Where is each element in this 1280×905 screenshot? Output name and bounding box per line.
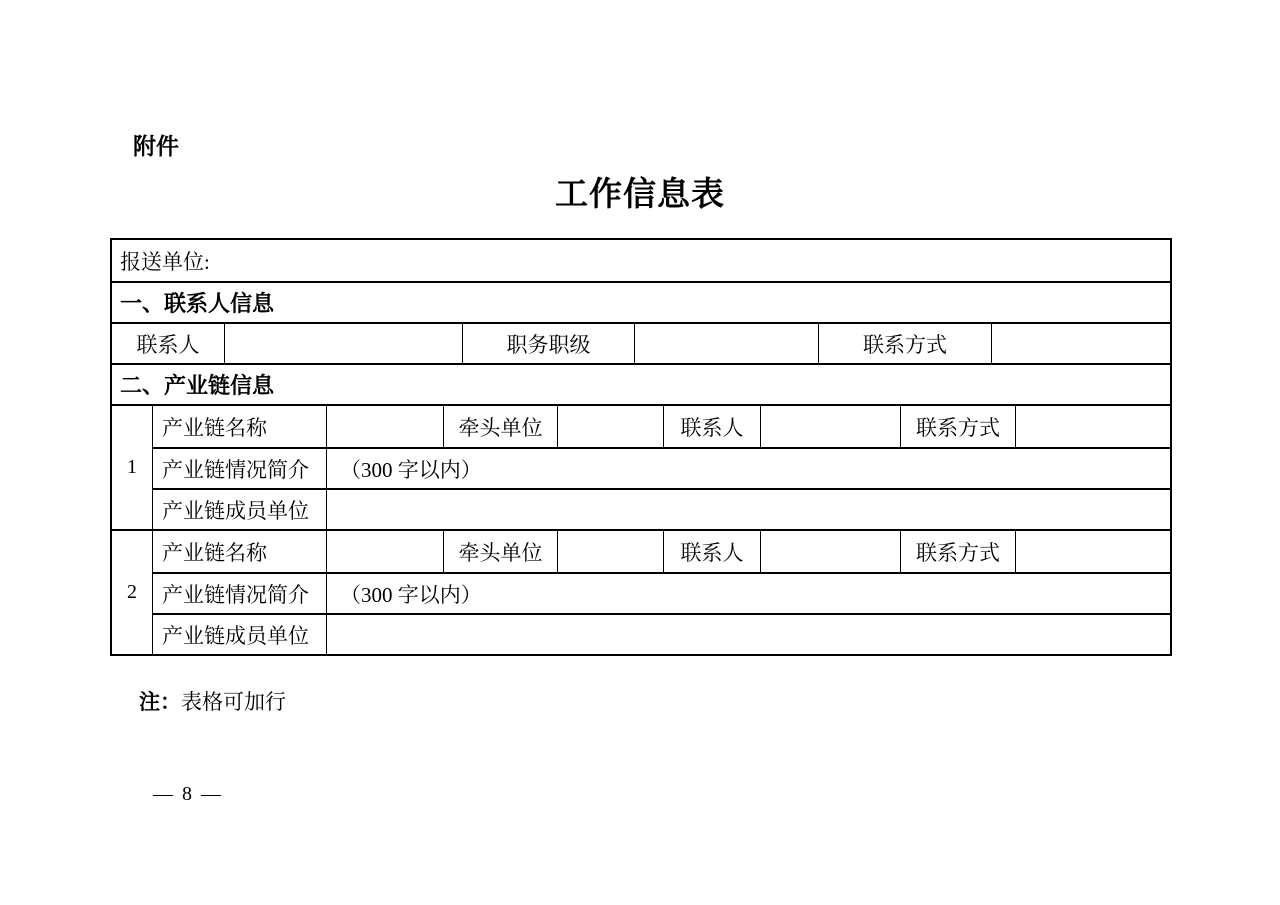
- lead-unit-input[interactable]: [557, 531, 663, 572]
- report-unit-row: [112, 240, 1170, 281]
- chain-group-index: 1: [127, 456, 137, 478]
- chain-contact-label: 联系人: [663, 531, 760, 572]
- chain-intro-label: 产业链情况简介: [162, 457, 309, 482]
- chain-members-label: 产业链成员单位: [162, 623, 309, 648]
- section2-header-row: [112, 363, 1170, 404]
- chain-name-row: [153, 531, 1170, 572]
- chain-method-label: 联系方式: [900, 406, 1015, 447]
- chain-members-label: 产业链成员单位: [162, 498, 309, 523]
- section1-header: 一、联系人信息: [120, 291, 275, 316]
- section1-header-row: [112, 281, 1170, 322]
- chain-members-row: [153, 488, 1170, 529]
- position-input[interactable]: [634, 324, 818, 363]
- chain-members-input[interactable]: [326, 615, 1170, 654]
- chain-intro-input[interactable]: （300 字以内）: [326, 449, 1170, 488]
- chain-method-input[interactable]: [1015, 531, 1170, 572]
- chain-name-input[interactable]: [326, 406, 443, 447]
- contact-info-row: [112, 322, 1170, 363]
- attachment-label: 附件: [133, 133, 179, 159]
- chain-contact-input[interactable]: [760, 531, 900, 572]
- contact-name-input[interactable]: [224, 324, 462, 363]
- lead-unit-label: 牵头单位: [443, 531, 557, 572]
- contact-name-label: 联系人: [136, 332, 200, 357]
- chain-method-label: 联系方式: [900, 531, 1015, 572]
- chain-name-label: 产业链名称: [162, 415, 267, 440]
- chain-name-label: 产业链名称: [162, 540, 267, 565]
- position-label: 职务职级: [462, 324, 634, 363]
- report-unit-input[interactable]: [210, 240, 1170, 281]
- chain-intro-label: 产业链情况简介: [162, 582, 309, 607]
- table-note: [139, 686, 286, 716]
- chain-name-row: [153, 406, 1170, 447]
- page-number: — 8 —: [153, 783, 223, 805]
- chain-method-input[interactable]: [1015, 406, 1170, 447]
- chain-contact-label: 联系人: [663, 406, 760, 447]
- lead-unit-label: 牵头单位: [443, 406, 557, 447]
- chain-contact-input[interactable]: [760, 406, 900, 447]
- note-prefix: 注：: [139, 691, 181, 714]
- section2-header: 二、产业链信息: [120, 373, 275, 398]
- chain-intro-row: [153, 572, 1170, 613]
- report-unit-label: 报送单位:: [120, 249, 210, 274]
- page-title: 工作信息表: [555, 177, 725, 213]
- chain-group-2: [112, 529, 1170, 654]
- chain-members-input[interactable]: [326, 490, 1170, 529]
- chain-group-1: [112, 404, 1170, 529]
- contact-method-input[interactable]: [991, 324, 1170, 363]
- chain-members-row: [153, 613, 1170, 654]
- work-info-table: [110, 238, 1172, 656]
- contact-method-label: 联系方式: [818, 324, 991, 363]
- lead-unit-input[interactable]: [557, 406, 663, 447]
- note-text: 表格可加行: [181, 690, 286, 714]
- chain-name-input[interactable]: [326, 531, 443, 572]
- chain-intro-input[interactable]: （300 字以内）: [326, 574, 1170, 613]
- chain-intro-row: [153, 447, 1170, 488]
- chain-group-index: 2: [127, 581, 137, 603]
